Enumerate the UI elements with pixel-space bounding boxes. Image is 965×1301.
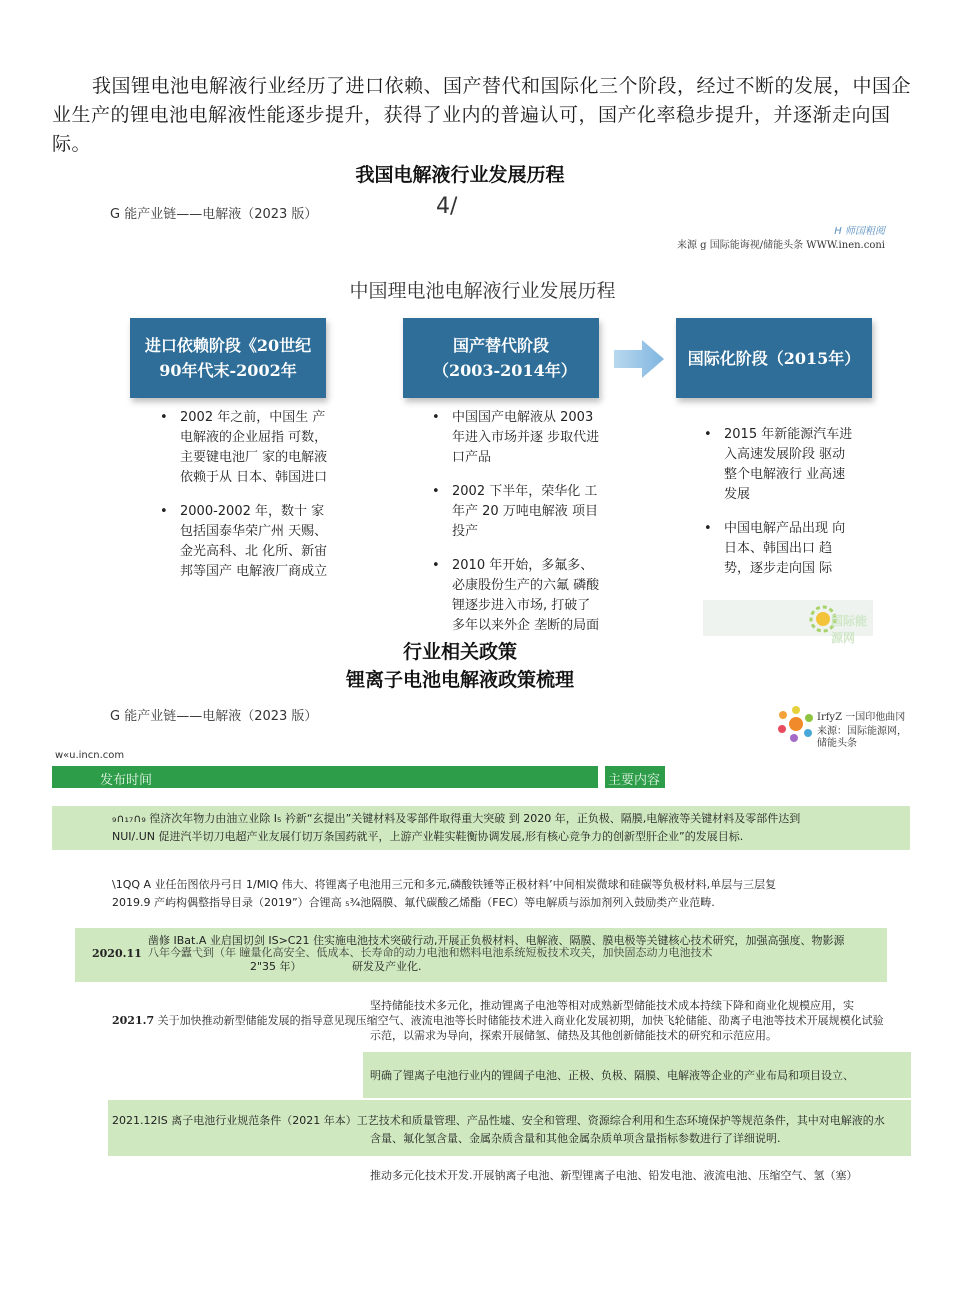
list-item: • 2010 年开始，多氟多、必康股份生产的六氟 磷酸锂逐步进入市场, 打破了多年以来外企 垄断的局面 <box>452 556 600 636</box>
row-3-mid: 八年今蠹弋到（年 瞳量化高安全、低成本、长寿命的动力电池和燃料电池系统短板技术攻关，加快固态动力电池技术 <box>148 946 713 959</box>
chart-title: 中国理电池电解液行业发展历程 <box>349 280 616 302</box>
series-label: G 能产业链——电解液（2023 版） <box>110 207 318 222</box>
row-1-line-1: ₉∩₁₇∩₉ 徨济次年物力由油立业除 I₅ 衿新“玄提出”关键材料及零部件取得重大突破 到 2020 年，正负极、隔膜,电解液等关键材料及零部件达到 <box>112 812 801 825</box>
row-5-pre: 明确了锂离子电池行业内的锂阔子电池、正极、负极、隔膜、电解液等企业的产业布局和项目设立、 <box>370 1069 854 1082</box>
section-heading-history: 我国电解液行业发展历程 <box>355 164 565 186</box>
stage-domestic-substitution: 国产替代阶段（2003-2014年） <box>403 318 599 398</box>
row-5-post: 含量、氟化氢含量、金属杂质含量和其他金属杂质单项含量指标参数进行了详细说明. <box>370 1132 781 1145</box>
intro-paragraph: 我国锂电池电解液行业经历了进口依赖、国产替代和国际化三个阶段，经过不断的发展，中国企业生产的锂电池电解液性能逐步提升，获得了业内的普遍认可，国产化率稳步提升，并逐渐走向国际。 <box>52 75 912 155</box>
sunburst-logo-icon <box>776 704 816 744</box>
row-4-date: 2021.7 <box>112 1014 155 1027</box>
website-text: w«u.incn.com <box>55 750 125 761</box>
row-4-post: 示范，以需求为导向，探索开展储氢、储热及其他创新储能技术的研究和示范应用。 <box>370 1029 777 1042</box>
logo-badge <box>703 600 873 645</box>
row-3-sub: 2"35 年） <box>250 960 302 973</box>
row-3-date: 2020.11 <box>92 947 142 960</box>
list-item: • 2002 年之前，中国生 产电解液的企业屈指 可数，主要键电池厂 家的电解液依赖于从 日本、韩国进口 <box>180 408 330 488</box>
logo-text: 国际能源网 <box>831 614 868 645</box>
list-item: • 2002 下半年，荣华化 工年产 20 万吨电解液 项目投产 <box>452 482 600 542</box>
row-4-pre: 坚持储能技术多元化，推动锂离子电池等相对成熟新型储能技术成本持续下降和商业化规模应用，实 <box>370 999 854 1012</box>
logo-source: 来源：国际能源网，储能头条 <box>817 726 907 749</box>
logo-name: IrfyZ 一国印他曲冈 <box>817 712 906 723</box>
list-item: • 中国国产电解液从 2003年进入市场并逐 步取代进口产品 <box>452 408 600 468</box>
source-note: 来源 g 国际能诲视/储能头条 WWW.inen.coni <box>676 240 885 251</box>
section-heading-policy: 行业相关政策 <box>402 641 517 663</box>
row-3-top: 凿修 IBat.A 业启国切剑 IS>C21 住实施电池技术突破行动,开展正负极材料、电解液、隔膜、膜电极等关键核心技术研究，加强高强度、物影源 <box>148 934 845 947</box>
watermark-text: H 师国粗阅 <box>834 226 885 237</box>
list-item: • 中国电解产品出现 向日本、韩国出口 趋势，逐步走向国 际 <box>724 519 854 579</box>
stage-import-dependence: 进口依赖阶段《20世纪90年代末-2002年 <box>130 318 326 398</box>
row-2-line-1: \1QQ A 业任缶图依丹弓日 1/MIQ 伟大、将锂离子电池用三元和多元,磷酸铁锤等正极材料’中间相炭微球和硅碳等负极材料,单层与三层复 <box>112 878 777 891</box>
row-6-line: 推动多元化技术开发.开展钠离子电池、新型锂离子电池、铅发电池、液流电池、压缩空气、氢（塞） <box>370 1169 858 1182</box>
row-5-line: 2021.12IS 离子电池行业规范条件（2021 年本）工艺技术和质量管理、产品性墟、安全和管理、资源综合利用和生态环境保护等规范条件，其中对电解液的水 <box>112 1114 885 1127</box>
row-3-tail: 研发及产业化. <box>352 960 422 973</box>
stage-1-bullets <box>180 408 330 596</box>
stage-internationalization: 国际化阶段（2015年） <box>676 318 872 398</box>
row-1-line-2: NUI/.UN 促进汽半切刀电超产业友展仃切万条国药就平，上游产业鞋实鞋衡协调发展,形有核心竞争力的创新型肝企业”的发展目标. <box>112 830 744 843</box>
section-subheading-policy: 锂离子电池电解液政策梳理 <box>345 669 574 691</box>
list-item: • 2015 年新能源汽车进入高速发展阶段 驱动整个电解液行 业高速发展 <box>724 425 854 505</box>
stage-3-bullets <box>724 425 854 593</box>
list-item: • 2000-2002 年，数十 家包括国泰华荣广州 天赐、金光高科、北 化所、新宙邦等国产 电解液厂商成立 <box>180 502 330 582</box>
page-mark: 4/ <box>436 194 458 219</box>
row-2-line-2: 2019.9 产屿构偶整指导目录（2019”）合锂高 ₅¾池隔膜、氟代碳酸乙烯酯（FEC）等电解质与添加剂列入鼓励类产业范畴. <box>112 896 715 909</box>
stage-2-bullets <box>452 408 600 650</box>
series-label-2: G 能产业链——电解液（2023 版） <box>110 709 318 724</box>
row-4-name: 关于加快推动新型储能发展的指导意见现压缩空气、液流电池等长时储能技术进入商业化发展初期，加快飞轮储能、劭离子电池等技术开展规模化试验 <box>157 1014 884 1027</box>
table-header-content: 主要内容 <box>605 766 665 788</box>
arrow-right-icon <box>610 338 666 380</box>
table-header-date: 发布时间 <box>52 766 598 788</box>
